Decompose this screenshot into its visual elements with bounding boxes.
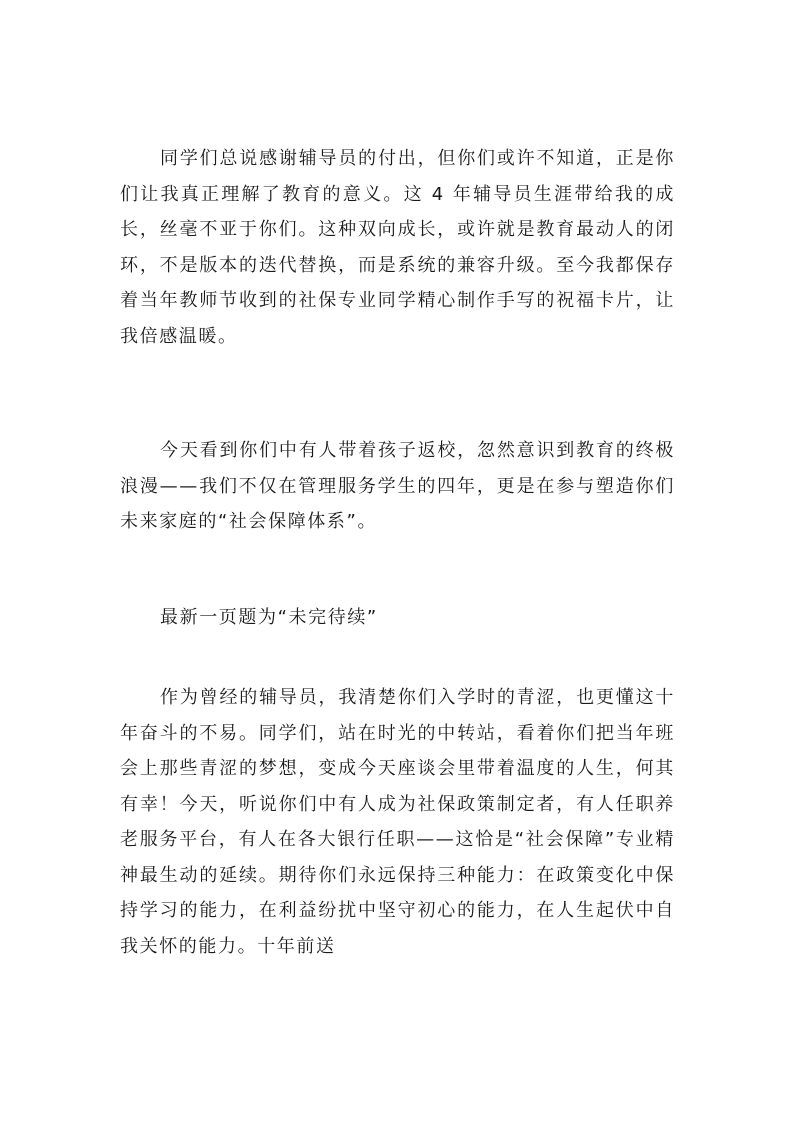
- paragraph-gratitude: 同学们总说感谢辅导员的付出，但你们或许不知道，正是你们让我真正理解了教育的意义。这 4 年辅导员生涯带给我的成长，丝毫不亚于你们。这种双向成长，或许就是教育最动人的闭环，不是版本的迭代替换，而是系统的兼容升级。至今我都保存着当年教师节收到的社保专业同学精心制作手写的祝福卡片，让我倍感温暖。: [120, 148, 675, 347]
- paragraph-section-heading: 最新一页题为“未完待续”: [160, 607, 378, 628]
- paragraph-counselor-wishes: 作为曾经的辅导员，我清楚你们入学时的青涩，也更懂这十年奋斗的不易。同学们，站在时光的中转站，看着你们把当年班会上那些青涩的梦想，变成今天座谈会里带着温度的人生，何其有幸！今天，听说你们中有人成为社保政策制定者，有人任职养老服务平台，有人在各大银行任职——这恰是“社会保障”专业精神最生动的延续。期待你们永远保持三种能力：在政策变化中保持学习的能力，在利益纷扰中坚守初心的能力，在人生起伏中自我关怀的能力。十年前送: [120, 687, 675, 957]
- paragraph-education-romance: 今天看到你们中有人带着孩子返校，忽然意识到教育的终极浪漫——我们不仅在管理服务学生的四年，更是在参与塑造你们未来家庭的“社会保障体系”。: [120, 440, 675, 532]
